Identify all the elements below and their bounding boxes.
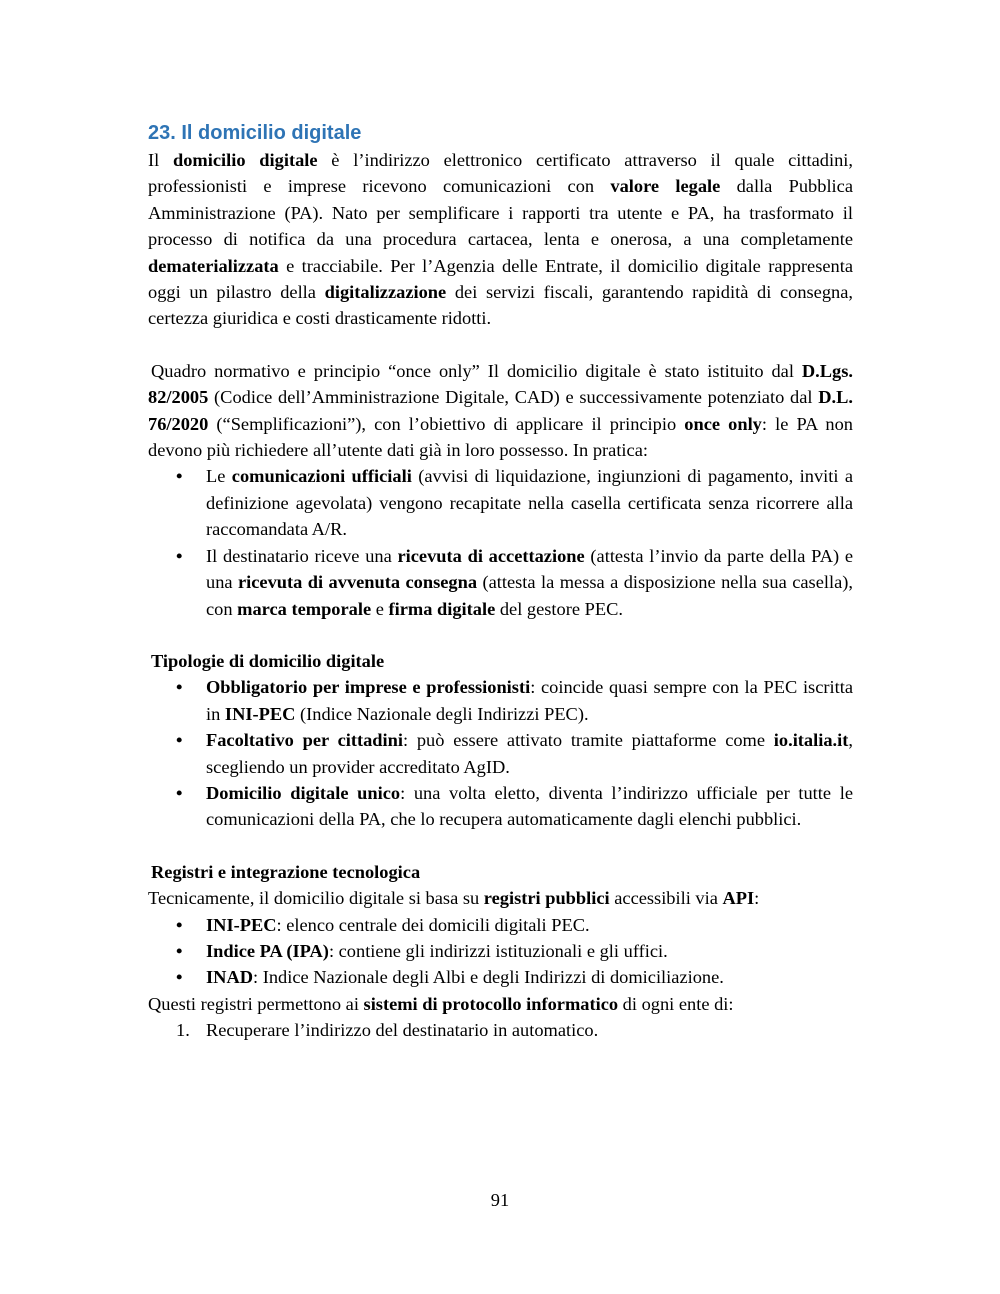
bold-term: INAD bbox=[206, 967, 254, 988]
bold-term: Indice PA (IPA) bbox=[206, 940, 329, 961]
paragraph-gap bbox=[148, 622, 853, 648]
bullet-item: • Indice PA (IPA): contiene gli indirizzi istituzionali e gli uffici. bbox=[206, 938, 853, 964]
subheading-registri: Registri e integrazione tecnologica bbox=[151, 861, 421, 882]
bullet-icon: • bbox=[176, 677, 183, 698]
bold-term: API bbox=[722, 888, 755, 909]
numbered-list bbox=[148, 1017, 853, 1043]
bullet-item: • Obbligatorio per imprese e professionisti: coincide quasi sempre con la PEC iscritta in INI-PEC (Indice Nazionale degli Indirizzi PEC). bbox=[206, 674, 853, 727]
paragraph-gap bbox=[148, 833, 853, 859]
bold-term: INI-PEC bbox=[206, 914, 277, 935]
bold-term: digitalizzazione bbox=[324, 282, 447, 303]
bold-term: comunicazioni ufficiali bbox=[231, 466, 412, 487]
bold-term: valore legale bbox=[610, 176, 721, 197]
bullet-item: • INAD: Indice Nazionale degli Albi e degli Indirizzi di domiciliazione. bbox=[206, 964, 853, 990]
item-number: 1. bbox=[176, 1020, 190, 1041]
bold-term: firma digitale bbox=[388, 598, 496, 619]
bullet-icon: • bbox=[176, 466, 183, 487]
bullet-item: • Il destinatario riceve una ricevuta di accettazione (attesta l’invio da parte della PA) e una ricevuta di avvenuta consegna (attesta la messa a disposizione nella sua casella), con marca temporale e firma digitale del gestore PEC. bbox=[206, 543, 853, 622]
bold-term: D.L. 76/2020 bbox=[148, 387, 853, 434]
section-title: 23. Il domicilio digitale bbox=[148, 122, 362, 144]
bullet-item: • Domicilio digitale unico: una volta eletto, diventa l’indirizzo ufficiale per tutte le comunicazioni della PA, che lo recupera automaticamente dagli elenchi pubblici. bbox=[206, 780, 853, 833]
bold-term: marca temporale bbox=[237, 598, 372, 619]
bold-term: INI-PEC bbox=[224, 703, 296, 724]
bold-term: dematerializzata bbox=[148, 255, 279, 276]
bold-term: Facoltativo per cittadini bbox=[206, 730, 403, 751]
bullet-icon: • bbox=[176, 940, 183, 961]
normative-paragraph: Quadro normativo e principio “once only” Il domicilio digitale è stato istituito dal D.Lgs. 82/2005 (Codice dell’Amministrazione Digitale, CAD) e successivamente potenziato dal D.L. 76/2020 (“Semplificazioni”), con l’obiettivo di applicare il principio once only: le PA non devono più richiedere all’utente dati già in loro possesso. In pratica: bbox=[148, 360, 853, 461]
bullet-icon: • bbox=[176, 545, 183, 566]
bold-term: Domicilio digitale unico bbox=[206, 782, 401, 803]
bullet-icon: • bbox=[176, 914, 183, 935]
bold-term: io.italia.it bbox=[773, 730, 849, 751]
tipologie-bullet-list bbox=[148, 674, 853, 832]
paragraph-gap bbox=[148, 332, 853, 358]
bullet-icon: • bbox=[176, 782, 183, 803]
subheading-tipologie: Tipologie di domicilio digitale bbox=[151, 650, 385, 671]
page-number: 91 bbox=[490, 1190, 510, 1210]
bold-term: once only bbox=[684, 413, 762, 434]
bold-term: D.Lgs. 82/2005 bbox=[148, 360, 853, 408]
registri-after: Questi registri permettono ai sistemi di protocollo informatico di ogni ente di: bbox=[148, 993, 734, 1014]
bold-term: ricevuta di avvenuta consegna bbox=[238, 572, 478, 593]
page-content bbox=[148, 120, 853, 1044]
normative-bullet-list bbox=[148, 463, 853, 621]
bold-term: ricevuta di accettazione bbox=[397, 545, 585, 566]
bold-term: sistemi di protocollo informatico bbox=[363, 993, 619, 1014]
bullet-icon: • bbox=[176, 730, 183, 751]
bullet-icon: • bbox=[176, 967, 183, 988]
bold-term: domicilio digitale bbox=[173, 150, 318, 170]
bold-term: Obbligatorio per imprese e professionisti bbox=[206, 677, 531, 698]
bullet-item: • Le comunicazioni ufficiali (avvisi di liquidazione, ingiunzioni di pagamento, inviti a definizione agevolata) vengono recapitate nella casella certificata senza ricorrere alla raccomandata A/R. bbox=[206, 463, 853, 542]
numbered-item: 1. Recuperare l’indirizzo del destinatario in automatico. bbox=[206, 1017, 853, 1043]
registri-bullet-list bbox=[148, 912, 853, 991]
registri-intro: Tecnicamente, il domicilio digitale si basa su registri pubblici accessibili via API: bbox=[148, 888, 760, 909]
bullet-item: • Facoltativo per cittadini: può essere attivato tramite piattaforme come io.italia.it, scegliendo un provider accreditato AgID. bbox=[206, 727, 853, 780]
bullet-item: • INI-PEC: elenco centrale dei domicili digitali PEC. bbox=[206, 912, 853, 938]
bold-term: registri pubblici bbox=[483, 888, 610, 909]
intro-paragraph: Il domicilio digitale è l’indirizzo elettronico certificato attraverso il quale cittadini, professionisti e imprese ricevono comunicazioni con valore legale dalla Pubblica Amministrazione (PA). Nato per semplificare i rapporti tra utente e PA, ha trasformato il processo di notifica da una procedura cartacea, lenta e onerosa, a una completamente dematerializzata e tracciabile. Per l’Agenzia delle Entrate, il domicilio digitale rappresenta oggi un pilastro della digitalizzazione dei servizi fiscali, garantendo rapidità di consegna, certezza giuridica e costi drasticamente ridotti. bbox=[148, 150, 853, 329]
